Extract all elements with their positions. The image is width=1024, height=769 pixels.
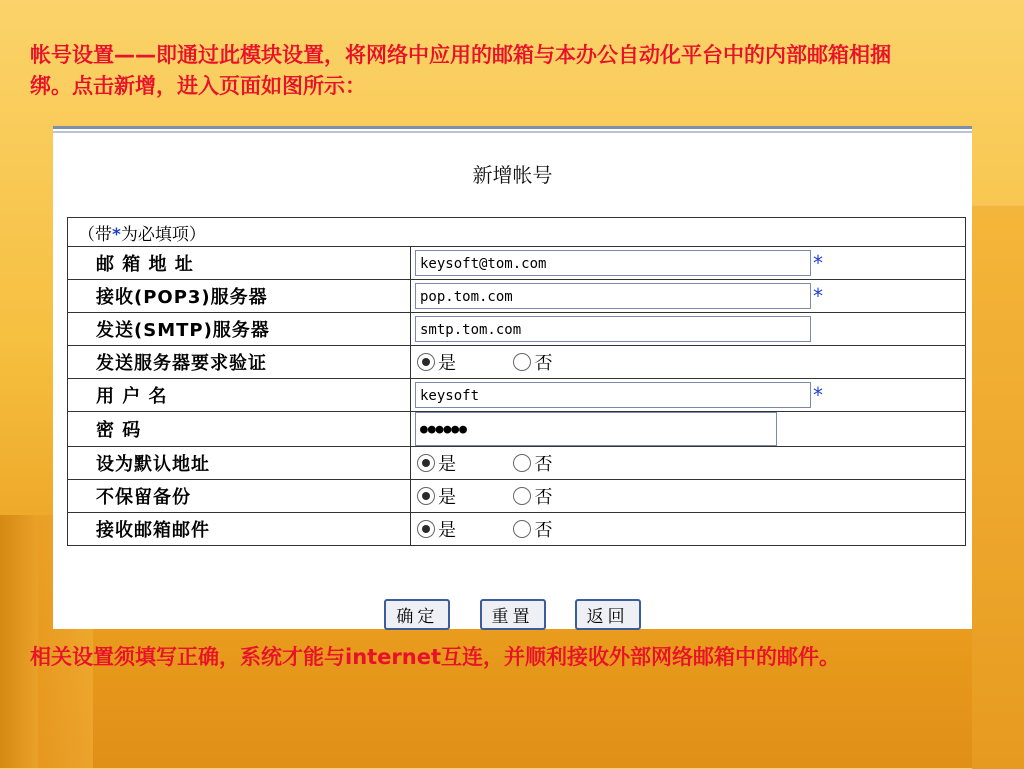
smtp-auth-yes-radio[interactable]: [417, 353, 435, 371]
receive-mail-label: 接收邮箱邮件: [68, 513, 411, 546]
default-address-no-label: 否: [534, 454, 553, 475]
account-form-table: [67, 217, 966, 546]
intro-text: 帐号设置——即通过此模块设置，将网络中应用的邮箱与本办公自动化平台中的内部邮箱相捆绑。点击新增，进入页面如图所示：: [30, 43, 891, 98]
form-buttons: [53, 599, 972, 630]
row-receive-mail: [68, 513, 966, 546]
default-address-label: 设为默认地址: [68, 447, 411, 480]
no-backup-no-label: 否: [534, 487, 553, 508]
back-button[interactable]: 返回: [575, 599, 641, 630]
no-backup-label: 不保留备份: [68, 480, 411, 513]
no-backup-no-radio[interactable]: [513, 487, 531, 505]
receive-mail-yes-label: 是: [438, 520, 456, 541]
password-label: 密 码: [68, 412, 411, 447]
form-screenshot: [53, 126, 972, 629]
default-address-yes-label: 是: [438, 454, 456, 475]
email-required-mark: *: [813, 251, 823, 275]
reset-button[interactable]: 重置: [480, 599, 546, 630]
row-password: [68, 412, 966, 447]
required-star: *: [112, 224, 121, 245]
no-backup-yes-radio[interactable]: [417, 487, 435, 505]
smtp-label: 发送(SMTP)服务器: [68, 313, 411, 346]
email-input[interactable]: keysoft@tom.com: [415, 250, 811, 276]
row-pop3: [68, 280, 966, 313]
row-smtp: [68, 313, 966, 346]
row-username: [68, 379, 966, 412]
pop3-label: 接收(POP3)服务器: [68, 280, 411, 313]
email-label: 邮 箱 地 址: [68, 247, 411, 280]
default-address-no-radio[interactable]: [513, 454, 531, 472]
default-address-yes-radio[interactable]: [417, 454, 435, 472]
outro-text: 相关设置须填写正确，系统才能与internet互连，并顺利接收外部网络邮箱中的邮件。: [30, 645, 841, 669]
form-title: 新增帐号: [472, 163, 553, 187]
username-label: 用 户 名: [68, 379, 411, 412]
row-no-backup: [68, 480, 966, 513]
required-note: （带*为必填项）: [68, 218, 966, 247]
smtp-input[interactable]: smtp.tom.com: [415, 316, 811, 342]
smtp-auth-no-radio[interactable]: [513, 353, 531, 371]
receive-mail-no-label: 否: [534, 520, 553, 541]
row-smtp-auth: [68, 346, 966, 379]
password-input[interactable]: ●●●●●●: [415, 412, 777, 446]
smtp-auth-no-label: 否: [534, 353, 553, 374]
required-note-row: [68, 218, 966, 247]
receive-mail-no-radio[interactable]: [513, 520, 531, 538]
pop3-required-mark: *: [813, 284, 823, 308]
slide-decoration-right: [972, 205, 1024, 769]
username-required-mark: *: [813, 383, 823, 407]
receive-mail-yes-radio[interactable]: [417, 520, 435, 538]
no-backup-yes-label: 是: [438, 487, 456, 508]
username-input[interactable]: keysoft: [415, 382, 811, 408]
smtp-auth-label: 发送服务器要求验证: [68, 346, 411, 379]
confirm-button[interactable]: 确定: [384, 599, 450, 630]
pop3-input[interactable]: pop.tom.com: [415, 283, 811, 309]
row-email: [68, 247, 966, 280]
smtp-auth-yes-label: 是: [438, 353, 456, 374]
row-default-address: [68, 447, 966, 480]
